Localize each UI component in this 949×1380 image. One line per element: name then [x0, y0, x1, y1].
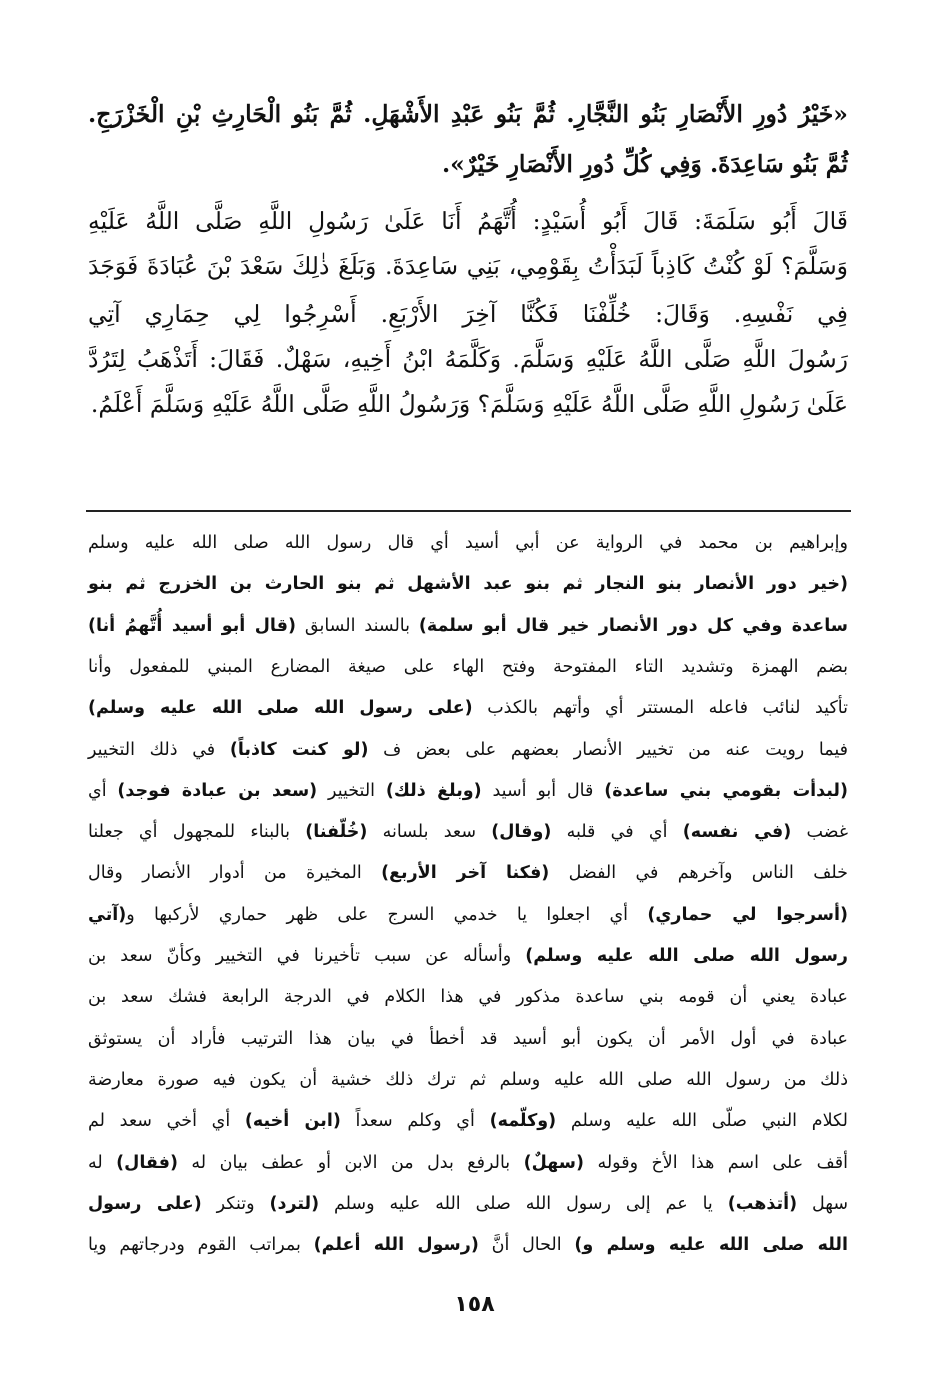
- commentary-line: خلف الناس وآخرهم في الفضل (فكنا آخر الأربع) المخيرة من أدوار الأنصار وقال: [88, 863, 848, 884]
- commentary-line: (أسرجوا لي حماري) أي اجعلوا يا خدمي السرج على ظهر حماري لأركبها و(آتي: [88, 904, 848, 925]
- commentary-line: عبادة يعني أن قومه بني ساعدة مذكور في هذا الكلام في الدرجة الرابعة فشك سعد بن: [88, 987, 848, 1008]
- commentary-line: ساعدة وفي كل دور الأنصار خير قال أبو سلمة) بالسند السابق (قال أبو أسيد أُتَّهمُ أنا): [88, 615, 848, 636]
- commentary-line: الله صلى الله عليه وسلم و) الحال أنَّ (رسول الله أعلم) بمراتب القوم ودرجاتهم ويا: [88, 1235, 848, 1256]
- commentary-line: وإبراهيم بن محمد في الرواية عن أبي أسيد أي قال رسول الله صلى الله عليه وسلم: [88, 533, 848, 553]
- narrative-line-1: قَالَ أَبُو سَلَمَةَ: قَالَ أَبُو أُسَيْدٍ: أُتَّهَمُ أَنَا عَلَىٰ رَسُولِ اللَّهِ صَلَّى اللَّهُ عَلَيْهِ: [88, 207, 848, 235]
- narrative-line-4: رَسُولَ اللَّهِ صَلَّى اللَّهُ عَلَيْهِ وَسَلَّمَ. وَكَلَّمَهُ ابْنُ أَخِيهِ، سَهْلٌ. فَقَالَ: أَتَذْهَبُ لِتَرُدَّ: [88, 345, 848, 373]
- commentary-line: عبادة في أول الأمر أن يكون أبو أسيد قد أخطأ في بيان هذا الترتيب فأراد أن يستوثق: [88, 1028, 848, 1049]
- commentary-line: لكلام النبي صلّى الله عليه وسلم (وكلّمه) أي وكلم سعداً (ابن أخيه) أي أخي سعد لم: [88, 1111, 849, 1132]
- commentary-line: بضم الهمزة وتشديد التاء المفتوحة وفتح الهاء على صيغة المضارع المبني للمفعول وأنا: [88, 656, 848, 677]
- commentary-line: تأكيد لنائب فاعله المستتر أي وأتهم بالكذب (على رسول الله صلى الله عليه وسلم): [88, 698, 849, 719]
- page-number: ١٥٨: [454, 1292, 495, 1317]
- commentary-line: (خير دور الأنصار بنو النجار ثم بنو عبد الأشهل ثم بنو الحارث بن الخزرج ثم بنو: [88, 574, 848, 595]
- hadith-line-2: ثُمَّ بَنُو سَاعِدَةَ. وَفِي كُلِّ دُورِ الأَنْصَارِ خَيْرٌ».: [441, 150, 848, 178]
- commentary-line: رسول الله صلى الله عليه وسلم) وأسأله عن سبب تأخيرنا في التخيير وكأنّ سعد بن: [88, 946, 848, 966]
- footnote-divider: [86, 510, 851, 512]
- commentary-line: ذلك من رسول الله صلى الله عليه وسلم ثم ترك ذلك خشية أن يكون فيه صورة معارضة: [88, 1069, 848, 1090]
- commentary-line: أقف على اسم هذا الأخ وقوله (سهلٌ) بالرفع بدل من الابن أو عطف بيان له (فقال) له: [88, 1152, 848, 1173]
- narrative-line-3: فِي نَفْسِهِ. وَقَالَ: خُلِّفْنَا فَكُنَّا آخِرَ الأَرْبَعِ. أَسْرِجُوا لِي حِمَارِي آتِي: [88, 300, 848, 328]
- commentary-line: (لبدأت بقومي بني ساعدة) قال أبو أسيد (وبلغ ذلك) التخيير (سعد بن عبادة فوجد) أي: [88, 780, 849, 801]
- commentary-line: سهل (أتذهب) يا عم إلى رسول الله صلى الله عليه وسلم (لترد) وتنكر (على رسول: [88, 1193, 848, 1214]
- narrative-line-5: عَلَىٰ رَسُولِ اللَّهِ صَلَّى اللَّهُ عَلَيْهِ وَسَلَّمَ؟ وَرَسُولُ اللَّهِ صَلَّى اللَّهُ عَلَيْهِ وَسَلَّمَ أَعْلَمُ.: [90, 390, 848, 418]
- hadith-line-1: «خَيْرُ دُورِ الأَنْصَارِ بَنُو النَّجَّارِ. ثُمَّ بَنُو عَبْدِ الأَشْهَلِ. ثُمَّ بَنُو الْحَارِثِ بْنِ الْخَزْرَجِ.: [88, 100, 848, 128]
- commentary-line: غضب (في نفسه) أي في قلبه (وقال) سعد بلسانه (خُلّفنا) بالبناء للمجهول أي جعلنا: [88, 822, 848, 843]
- narrative-line-2: وَسَلَّمَ؟ لَوْ كُنْتُ كَاذِباً لَبَدَأْتُ بِقَوْمِي، بَنِي سَاعِدَةَ. وَبَلَغَ ذٰلِكَ سَعْدَ بْنَ عُبَادَةَ فَوَجَدَ: [88, 252, 848, 280]
- commentary-line: فيما رويت عنه من تخيير الأنصار بعضهم على بعض ف (لو كنت كاذباً) في ذلك التخيير: [88, 739, 848, 760]
